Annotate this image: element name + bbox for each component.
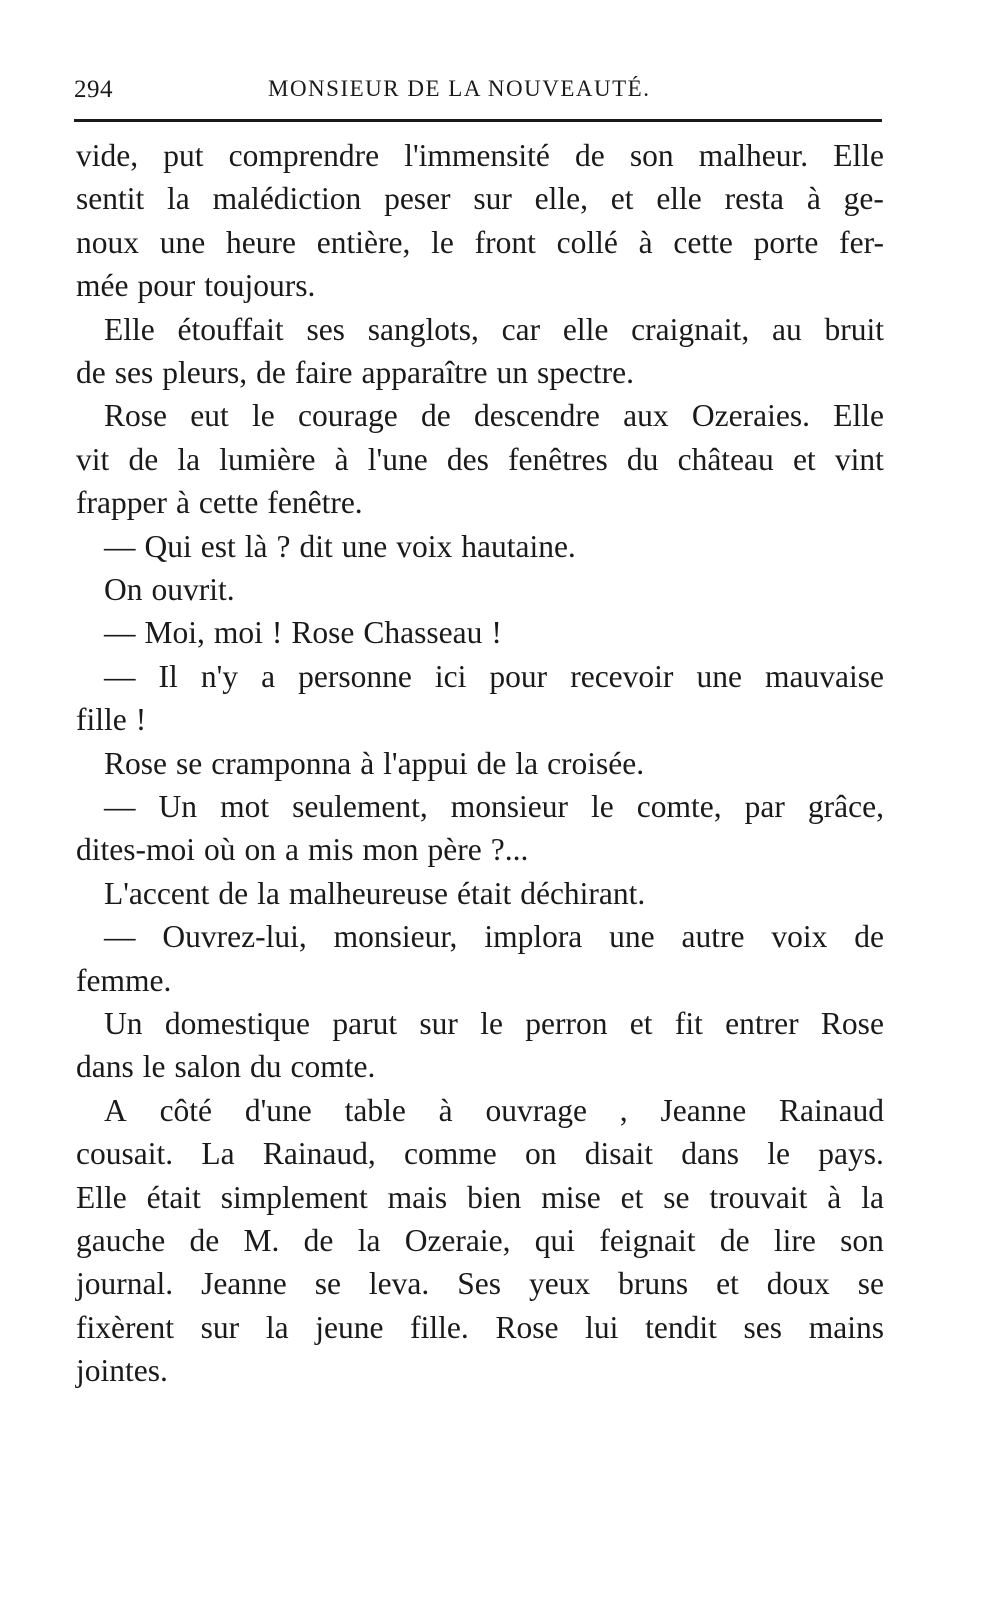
text-line: frapper à cette fenêtre. [76, 485, 363, 521]
page-header [74, 72, 884, 112]
text-line: de ses pleurs, de faire apparaître un spectre. [76, 355, 635, 390]
text-line: journal. Jeanne se leva. Ses yeux bruns et doux se [76, 1266, 884, 1302]
text-line: A côté d'une table à ouvrage , Jeanne Rainaud [104, 1092, 884, 1128]
running-title: MONSIEUR DE LA NOUVEAUTÉ. [268, 76, 651, 101]
text-line: — Qui est là ? dit une voix hautaine. [104, 528, 576, 564]
text-line: dans le salon du comte. [76, 1049, 376, 1085]
text-line: — Il n'y a personne ici pour recevoir une mauvaise [104, 658, 884, 694]
text-line: — Ouvrez-lui, monsieur, implora une autre voix de [104, 919, 884, 955]
text-line: On ouvrit. [104, 572, 235, 607]
text-line: — Un mot seulement, monsieur le comte, par grâce, [104, 789, 884, 824]
text-line: sentit la malédiction peser sur elle, et elle resta à ge- [76, 181, 884, 217]
text-line: Un domestique parut sur le perron et fit entrer Rose [104, 1006, 884, 1041]
text-line: femme. [76, 962, 172, 998]
text-line: mée pour toujours. [76, 268, 316, 304]
text-line: Elle étouffait ses sanglots, car elle craignait, au bruit [104, 311, 884, 347]
text-line: — Moi, moi ! Rose Chasseau ! [104, 615, 502, 651]
text-line: L'accent de la malheureuse était déchirant. [104, 875, 646, 911]
text-line: Rose se cramponna à l'appui de la croisée. [104, 745, 645, 781]
text-line: jointes. [76, 1353, 168, 1389]
header-rule [74, 119, 882, 122]
text-line: Elle était simplement mais bien mise et se trouvait à la [76, 1179, 884, 1215]
text-line: vit de la lumière à l'une des fenêtres du château et vint [76, 441, 884, 477]
text-line: fille ! [76, 702, 147, 738]
text-line: Rose eut le courage de descendre aux Ozeraies. Elle [104, 398, 884, 434]
text-line: dites-moi où on a mis mon père ?... [76, 832, 529, 868]
text-line: cousait. La Rainaud, comme on disait dans le pays. [76, 1136, 884, 1172]
text-line: fixèrent sur la jeune fille. Rose lui tendit ses mains [76, 1309, 884, 1345]
text-line: vide, put comprendre l'immensité de son malheur. Elle [76, 138, 884, 173]
text-line: noux une heure entière, le front collé à cette porte fer- [76, 224, 884, 260]
page-number: 294 [74, 76, 113, 103]
text-line: gauche de M. de la Ozeraie, qui feignait de lire son [76, 1223, 884, 1258]
